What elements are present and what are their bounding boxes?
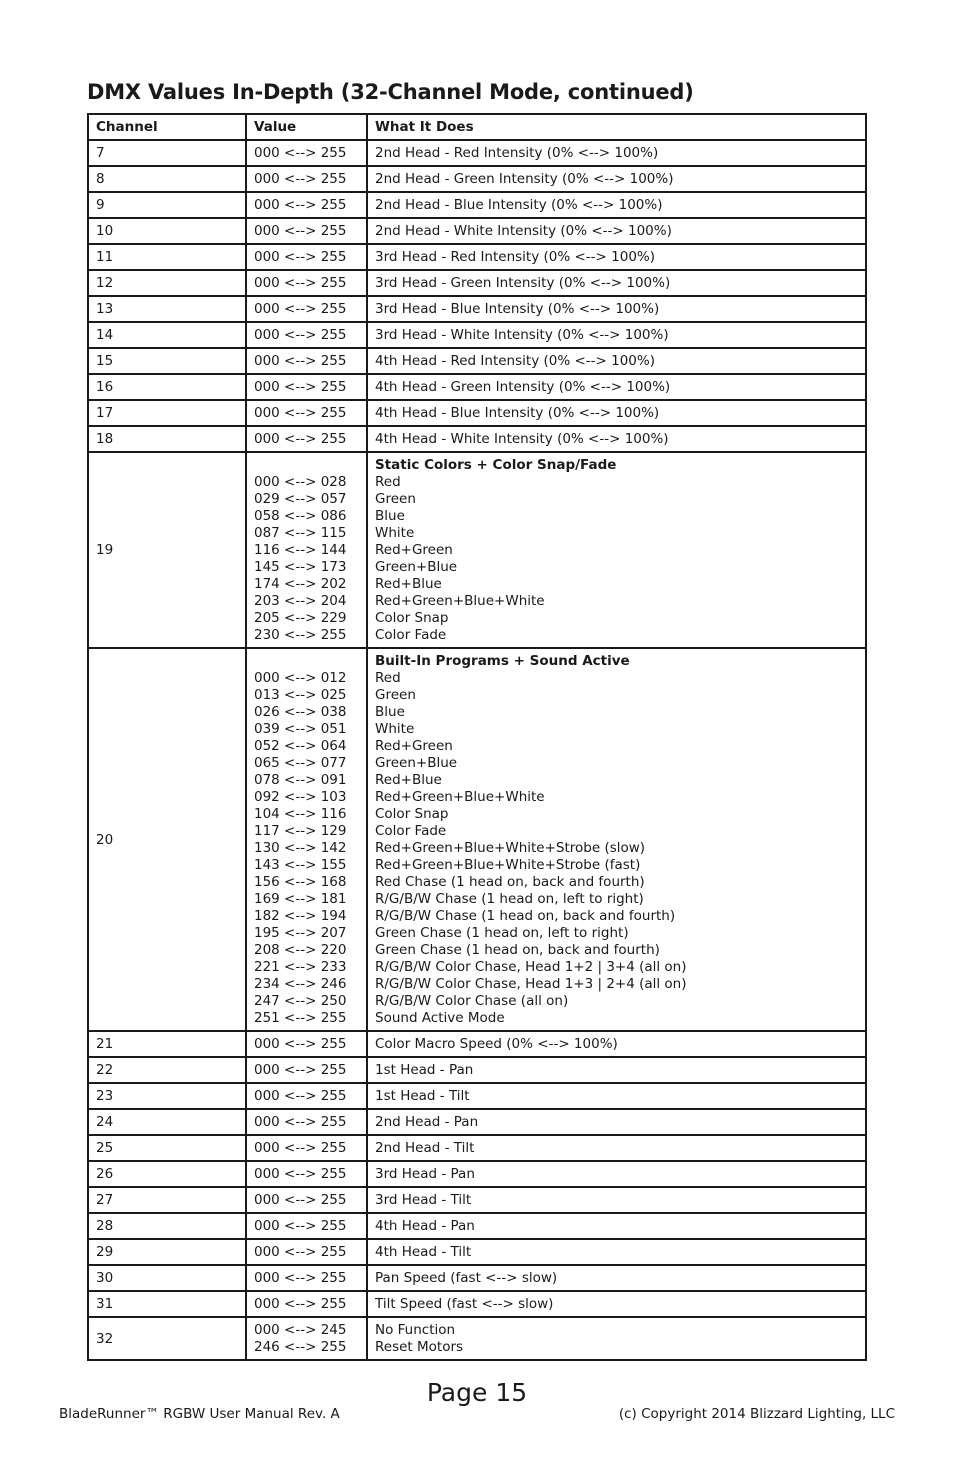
value-range: 145 <--> 173 <box>254 559 347 575</box>
description-item: Red+Green <box>375 738 453 754</box>
value-cell <box>246 1083 367 1109</box>
value-cell <box>246 348 367 374</box>
description-item: 3rd Head - Pan <box>375 1166 475 1182</box>
value-range: 117 <--> 129 <box>254 823 347 839</box>
description-item: White <box>375 721 415 737</box>
description-item: Reset Motors <box>375 1339 464 1355</box>
channel-cell: 25 <box>88 1135 246 1161</box>
value-cell <box>246 1187 367 1213</box>
header-value: Value <box>246 114 367 140</box>
page-number: Page 15 <box>426 1378 528 1407</box>
channel-cell: 14 <box>88 322 246 348</box>
channel-cell: 32 <box>88 1317 246 1360</box>
description-cell <box>367 1317 866 1360</box>
value-range: 208 <--> 220 <box>254 942 347 958</box>
value-range: 000 <--> 255 <box>254 171 347 187</box>
value-range: 000 <--> 255 <box>254 1218 347 1234</box>
channel-cell: 24 <box>88 1109 246 1135</box>
table-header-row <box>88 114 866 140</box>
table-row <box>88 1161 866 1187</box>
channel-cell: 18 <box>88 426 246 452</box>
channel-cell: 31 <box>88 1291 246 1317</box>
description-item: 2nd Head - White Intensity (0% <--> 100%) <box>375 223 672 239</box>
table-row <box>88 426 866 452</box>
channel-cell: 7 <box>88 140 246 166</box>
value-range: 000 <--> 255 <box>254 275 347 291</box>
table-row <box>88 270 866 296</box>
description-item: Pan Speed (fast <--> slow) <box>375 1270 558 1286</box>
description-item: Color Snap <box>375 806 449 822</box>
dmx-values-table <box>87 113 867 1361</box>
value-cell <box>246 322 367 348</box>
description-item: Red+Blue <box>375 772 442 788</box>
channel-cell: 27 <box>88 1187 246 1213</box>
description-item: R/G/B/W Color Chase, Head 1+3 | 2+4 (all on) <box>375 976 687 992</box>
value-range: 052 <--> 064 <box>254 738 347 754</box>
description-item: 4th Head - White Intensity (0% <--> 100%) <box>375 431 669 447</box>
channel-cell: 13 <box>88 296 246 322</box>
description-cell <box>367 1291 866 1317</box>
description-item: Color Snap <box>375 610 449 626</box>
description-item: Red+Green+Blue+White <box>375 789 545 805</box>
table-row <box>88 648 866 1031</box>
value-cell <box>246 1239 367 1265</box>
table-row <box>88 244 866 270</box>
description-item: 2nd Head - Pan <box>375 1114 479 1130</box>
channel-cell: 30 <box>88 1265 246 1291</box>
value-range: 039 <--> 051 <box>254 721 347 737</box>
value-range: 000 <--> 255 <box>254 379 347 395</box>
table-row <box>88 1265 866 1291</box>
value-cell <box>246 1109 367 1135</box>
value-range: 000 <--> 245 <box>254 1322 347 1338</box>
value-range: 000 <--> 255 <box>254 145 347 161</box>
channel-cell: 26 <box>88 1161 246 1187</box>
value-cell <box>246 1213 367 1239</box>
value-range: 000 <--> 255 <box>254 405 347 421</box>
description-item: 3rd Head - Green Intensity (0% <--> 100%) <box>375 275 671 291</box>
description-cell <box>367 270 866 296</box>
table-row <box>88 1187 866 1213</box>
value-spacer <box>254 457 359 474</box>
description-cell <box>367 166 866 192</box>
description-item: R/G/B/W Chase (1 head on, back and fourth) <box>375 908 676 924</box>
value-range: 130 <--> 142 <box>254 840 347 856</box>
description-cell <box>367 218 866 244</box>
value-cell <box>246 1161 367 1187</box>
description-item: 2nd Head - Tilt <box>375 1140 475 1156</box>
value-cell <box>246 452 367 648</box>
description-cell <box>367 296 866 322</box>
table-row <box>88 1057 866 1083</box>
value-range: 078 <--> 091 <box>254 772 347 788</box>
channel-cell: 22 <box>88 1057 246 1083</box>
description-cell <box>367 1083 866 1109</box>
description-cell <box>367 1187 866 1213</box>
description-item: Blue <box>375 704 405 720</box>
value-range: 205 <--> 229 <box>254 610 347 626</box>
description-item: 2nd Head - Blue Intensity (0% <--> 100%) <box>375 197 663 213</box>
value-range: 092 <--> 103 <box>254 789 347 805</box>
channel-cell: 10 <box>88 218 246 244</box>
value-range: 000 <--> 255 <box>254 353 347 369</box>
value-cell <box>246 1031 367 1057</box>
value-cell <box>246 1317 367 1360</box>
table-row <box>88 296 866 322</box>
channel-cell: 16 <box>88 374 246 400</box>
description-item: 3rd Head - Red Intensity (0% <--> 100%) <box>375 249 655 265</box>
description-item: Red Chase (1 head on, back and fourth) <box>375 874 645 890</box>
description-item: R/G/B/W Chase (1 head on, left to right) <box>375 891 644 907</box>
description-cell <box>367 140 866 166</box>
description-item: 4th Head - Pan <box>375 1218 475 1234</box>
description-item: Red+Green+Blue+White <box>375 593 545 609</box>
value-range: 065 <--> 077 <box>254 755 347 771</box>
description-item: 1st Head - Pan <box>375 1062 474 1078</box>
description-item: Green Chase (1 head on, back and fourth) <box>375 942 660 958</box>
table-row <box>88 1213 866 1239</box>
value-range: 221 <--> 233 <box>254 959 347 975</box>
description-cell <box>367 1109 866 1135</box>
value-range: 000 <--> 255 <box>254 1140 347 1156</box>
table-row <box>88 1109 866 1135</box>
description-item: 1st Head - Tilt <box>375 1088 470 1104</box>
description-item: 4th Head - Tilt <box>375 1244 472 1260</box>
value-range: 195 <--> 207 <box>254 925 347 941</box>
table-row <box>88 166 866 192</box>
description-item: Green+Blue <box>375 755 458 771</box>
value-cell <box>246 1135 367 1161</box>
description-heading: Static Colors + Color Snap/Fade <box>375 457 617 473</box>
value-range: 000 <--> 255 <box>254 1166 347 1182</box>
header-channel: Channel <box>88 114 246 140</box>
description-item: 4th Head - Blue Intensity (0% <--> 100%) <box>375 405 660 421</box>
description-item: Tilt Speed (fast <--> slow) <box>375 1296 554 1312</box>
description-item: 3rd Head - Blue Intensity (0% <--> 100%) <box>375 301 660 317</box>
description-item: 3rd Head - Tilt <box>375 1192 472 1208</box>
page-title: DMX Values In-Depth (32-Channel Mode, continued) <box>87 80 694 104</box>
description-cell <box>367 1239 866 1265</box>
value-range: 000 <--> 255 <box>254 431 347 447</box>
table-row <box>88 1239 866 1265</box>
description-item: 2nd Head - Red Intensity (0% <--> 100%) <box>375 145 659 161</box>
value-range: 000 <--> 255 <box>254 1296 347 1312</box>
description-item: 4th Head - Green Intensity (0% <--> 100%) <box>375 379 671 395</box>
value-range: 029 <--> 057 <box>254 491 347 507</box>
channel-cell: 15 <box>88 348 246 374</box>
value-range: 156 <--> 168 <box>254 874 347 890</box>
value-range: 143 <--> 155 <box>254 857 347 873</box>
channel-cell: 23 <box>88 1083 246 1109</box>
channel-cell: 28 <box>88 1213 246 1239</box>
value-cell <box>246 1265 367 1291</box>
value-cell <box>246 1291 367 1317</box>
table-row <box>88 218 866 244</box>
description-item: R/G/B/W Color Chase (all on) <box>375 993 569 1009</box>
value-cell <box>246 426 367 452</box>
channel-cell: 19 <box>88 452 246 648</box>
table-body <box>88 114 866 1360</box>
table-row <box>88 192 866 218</box>
description-item: Green+Blue <box>375 559 458 575</box>
footer-copyright: (c) Copyright 2014 Blizzard Lighting, LLC <box>618 1406 895 1422</box>
description-item: Red+Blue <box>375 576 442 592</box>
table-row <box>88 400 866 426</box>
description-item: White <box>375 525 415 541</box>
description-item: Green <box>375 491 416 507</box>
value-cell <box>246 648 367 1031</box>
value-range: 116 <--> 144 <box>254 542 347 558</box>
value-cell <box>246 270 367 296</box>
description-heading: Built-In Programs + Sound Active <box>375 653 630 669</box>
channel-cell: 12 <box>88 270 246 296</box>
description-item: Red+Green+Blue+White+Strobe (fast) <box>375 857 641 873</box>
description-item: Red <box>375 474 401 490</box>
value-range: 230 <--> 255 <box>254 627 347 643</box>
table-row <box>88 1031 866 1057</box>
description-cell <box>367 192 866 218</box>
value-cell <box>246 400 367 426</box>
value-range: 087 <--> 115 <box>254 525 347 541</box>
description-item: 2nd Head - Green Intensity (0% <--> 100%) <box>375 171 674 187</box>
table-row <box>88 1291 866 1317</box>
value-range: 000 <--> 255 <box>254 223 347 239</box>
description-cell <box>367 1057 866 1083</box>
table-row <box>88 374 866 400</box>
value-range: 000 <--> 012 <box>254 670 347 686</box>
channel-cell: 29 <box>88 1239 246 1265</box>
value-cell <box>246 218 367 244</box>
value-range: 234 <--> 246 <box>254 976 347 992</box>
description-item: Color Fade <box>375 627 447 643</box>
value-range: 000 <--> 255 <box>254 1088 347 1104</box>
value-range: 000 <--> 255 <box>254 1114 347 1130</box>
description-cell <box>367 1265 866 1291</box>
description-item: Blue <box>375 508 405 524</box>
description-cell <box>367 374 866 400</box>
description-item: R/G/B/W Color Chase, Head 1+2 | 3+4 (all on) <box>375 959 687 975</box>
value-range: 251 <--> 255 <box>254 1010 347 1026</box>
description-cell <box>367 348 866 374</box>
channel-cell: 21 <box>88 1031 246 1057</box>
description-item: Red+Green+Blue+White+Strobe (slow) <box>375 840 646 856</box>
description-cell <box>367 1161 866 1187</box>
description-item: 3rd Head - White Intensity (0% <--> 100%) <box>375 327 669 343</box>
description-item: Color Macro Speed (0% <--> 100%) <box>375 1036 618 1052</box>
value-cell <box>246 296 367 322</box>
value-range: 104 <--> 116 <box>254 806 347 822</box>
channel-cell: 20 <box>88 648 246 1031</box>
value-range: 013 <--> 025 <box>254 687 347 703</box>
description-item: Color Fade <box>375 823 447 839</box>
value-range: 174 <--> 202 <box>254 576 347 592</box>
value-range: 247 <--> 250 <box>254 993 347 1009</box>
channel-cell: 8 <box>88 166 246 192</box>
table-row <box>88 1083 866 1109</box>
table-row <box>88 1135 866 1161</box>
header-what-it-does: What It Does <box>367 114 866 140</box>
description-item: 4th Head - Red Intensity (0% <--> 100%) <box>375 353 655 369</box>
value-range: 000 <--> 255 <box>254 1270 347 1286</box>
description-cell <box>367 322 866 348</box>
value-range: 000 <--> 028 <box>254 474 347 490</box>
value-range: 169 <--> 181 <box>254 891 347 907</box>
value-cell <box>246 1057 367 1083</box>
value-cell <box>246 192 367 218</box>
value-range: 000 <--> 255 <box>254 1192 347 1208</box>
channel-cell: 11 <box>88 244 246 270</box>
value-range: 000 <--> 255 <box>254 249 347 265</box>
description-cell <box>367 426 866 452</box>
value-cell <box>246 140 367 166</box>
description-item: No Function <box>375 1322 456 1338</box>
description-cell <box>367 400 866 426</box>
description-item: Red <box>375 670 401 686</box>
footer-manual-title: BladeRunner™ RGBW User Manual Rev. A <box>59 1406 340 1422</box>
description-cell <box>367 1213 866 1239</box>
value-range: 182 <--> 194 <box>254 908 347 924</box>
description-cell <box>367 452 866 648</box>
value-range: 000 <--> 255 <box>254 1244 347 1260</box>
description-item: Red+Green <box>375 542 453 558</box>
description-cell <box>367 244 866 270</box>
value-range: 000 <--> 255 <box>254 327 347 343</box>
value-range: 246 <--> 255 <box>254 1339 347 1355</box>
value-range: 058 <--> 086 <box>254 508 347 524</box>
value-spacer <box>254 653 359 670</box>
value-range: 000 <--> 255 <box>254 197 347 213</box>
table-row <box>88 452 866 648</box>
value-range: 000 <--> 255 <box>254 1062 347 1078</box>
value-range: 000 <--> 255 <box>254 1036 347 1052</box>
value-cell <box>246 374 367 400</box>
description-cell <box>367 648 866 1031</box>
table-row <box>88 348 866 374</box>
table-row <box>88 140 866 166</box>
channel-cell: 9 <box>88 192 246 218</box>
channel-cell: 17 <box>88 400 246 426</box>
description-cell <box>367 1031 866 1057</box>
description-cell <box>367 1135 866 1161</box>
table-row <box>88 1317 866 1360</box>
table-row <box>88 322 866 348</box>
value-range: 000 <--> 255 <box>254 301 347 317</box>
value-range: 026 <--> 038 <box>254 704 347 720</box>
value-range: 203 <--> 204 <box>254 593 347 609</box>
description-item: Green Chase (1 head on, left to right) <box>375 925 629 941</box>
description-item: Green <box>375 687 416 703</box>
value-cell <box>246 244 367 270</box>
description-item: Sound Active Mode <box>375 1010 505 1026</box>
value-cell <box>246 166 367 192</box>
